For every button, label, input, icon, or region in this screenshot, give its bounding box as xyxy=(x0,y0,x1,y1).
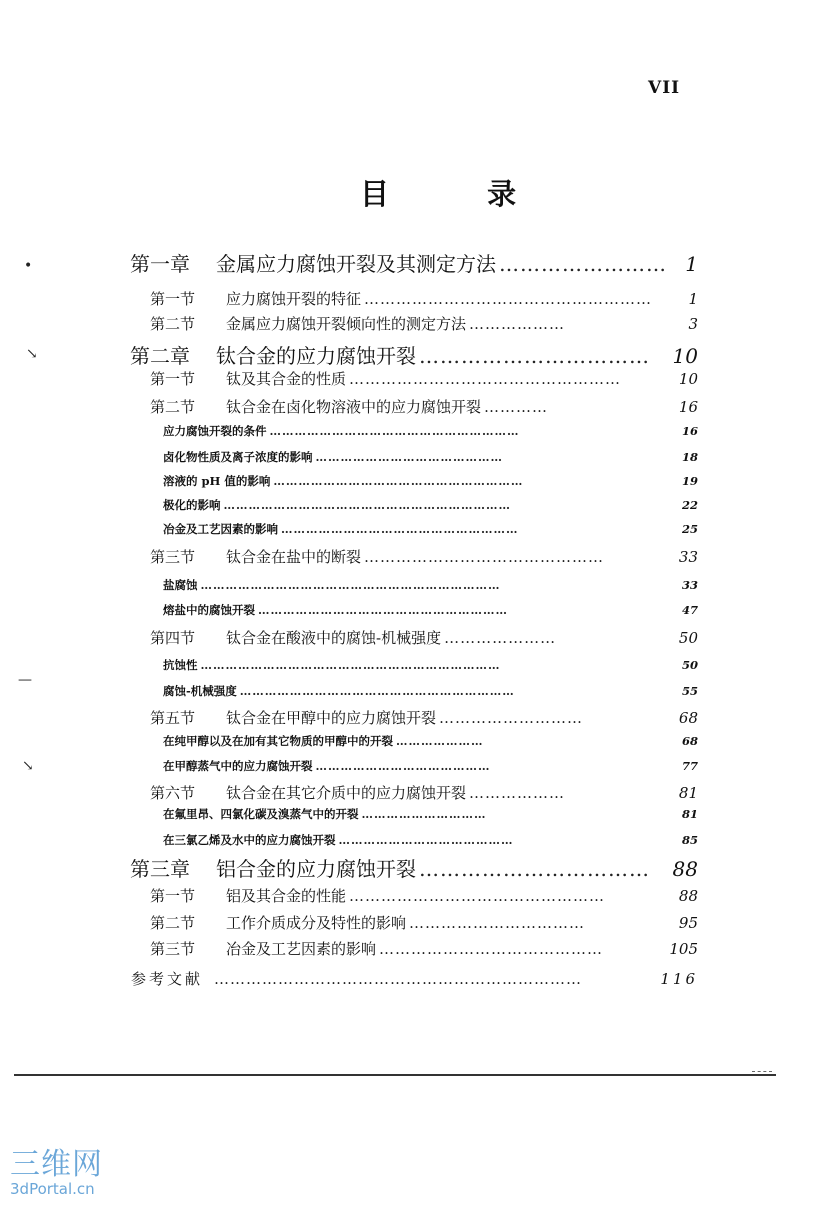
toc-entry-title: 熔盐中的腐蚀开裂 xyxy=(163,603,255,617)
toc-leader-dots: ……………………… xyxy=(439,709,584,727)
toc-entry-page: 105 xyxy=(669,940,698,958)
toc-entry-title: 工作介质成分及特性的影响 xyxy=(226,914,407,932)
toc-entry-page: 81 xyxy=(678,784,698,802)
toc-entry xyxy=(150,912,698,933)
toc-entry-title: 应力腐蚀开裂的特征 xyxy=(226,290,362,308)
toc-entry xyxy=(130,248,698,277)
toc-entry xyxy=(163,758,698,774)
toc-entry-page: 22 xyxy=(681,498,698,512)
toc-entry xyxy=(150,396,698,417)
toc-entry-page: 1 xyxy=(688,290,698,308)
toc-leader-dots: ……………… xyxy=(469,784,566,802)
toc-entry-number: 第一节 xyxy=(150,290,196,308)
toc-entry-title: 盐腐蚀 xyxy=(163,578,198,592)
toc-entry-number: 第二节 xyxy=(150,315,196,333)
toc-entry xyxy=(163,806,698,822)
toc-entry xyxy=(150,938,698,959)
toc-entry-number: 第四节 xyxy=(150,629,196,647)
toc-entry-page: 116 xyxy=(660,970,698,988)
toc-entry-page: 55 xyxy=(681,684,698,698)
divider-line xyxy=(14,1074,776,1076)
toc-entry-page: 19 xyxy=(681,474,698,488)
toc-entry xyxy=(163,521,698,537)
toc-leader-dots: ………………………… xyxy=(361,807,487,821)
toc-entry-number: 第二节 xyxy=(150,398,196,416)
toc-entry-number: 第一章 xyxy=(130,252,190,276)
toc-entry xyxy=(150,368,698,389)
toc-entry-title: 极化的影响 xyxy=(163,498,221,512)
watermark-cn: 三维网 xyxy=(10,1147,103,1182)
watermark-logo xyxy=(10,1147,103,1198)
toc-leader-dots: ……………………………………………………………… xyxy=(200,658,501,672)
toc-entry-page: 85 xyxy=(681,833,698,847)
toc-leader-dots: …………………………………………………… xyxy=(273,474,524,488)
toc-entry-title: 卤化物性质及离子浓度的影响 xyxy=(163,450,313,464)
toc-entry-page: 88 xyxy=(678,887,698,905)
toc-entry-page: 81 xyxy=(681,807,698,821)
toc-entry xyxy=(150,885,698,906)
toc-entry-page: 10 xyxy=(672,344,698,368)
toc-leader-dots: …………………………………………………………… xyxy=(214,970,583,988)
toc-entry-title: 应力腐蚀开裂的条件 xyxy=(163,424,267,438)
toc-entry-title: 冶金及工艺因素的影响 xyxy=(226,940,377,958)
toc-leader-dots: …………………………… xyxy=(409,914,586,932)
toc-entry-title: 在氟里昂、四氯化碳及溴蒸气中的开裂 xyxy=(163,807,359,821)
toc-entry-page: 88 xyxy=(672,857,698,881)
toc-entry-title: 铝及其合金的性能 xyxy=(226,887,347,905)
toc-entry xyxy=(150,313,698,334)
toc-leader-dots: ………… xyxy=(484,398,549,416)
toc-entry-page: 18 xyxy=(681,450,698,464)
toc-entry-title: 铝合金的应力腐蚀开裂 xyxy=(216,857,416,881)
toc-entry-title: 腐蚀-机械强度 xyxy=(163,684,237,698)
toc-entry xyxy=(163,577,698,593)
toc-leader-dots: ………………… xyxy=(444,629,557,647)
toc-entry xyxy=(163,423,698,439)
toc-leader-dots: …………………………………………………… xyxy=(258,603,508,617)
toc-entry-page: 77 xyxy=(681,759,698,773)
toc-entry xyxy=(130,340,698,369)
toc-entry-page: 33 xyxy=(681,578,698,592)
toc-leader-dots: …………………………… xyxy=(419,857,650,881)
scan-mark: ↘ xyxy=(22,758,34,774)
toc-entry-page: 50 xyxy=(681,658,698,672)
toc-entry xyxy=(130,853,698,882)
toc-entry-number: 第一节 xyxy=(150,370,196,388)
toc-entry xyxy=(163,602,698,618)
toc-entry-title: 钛合金的应力腐蚀开裂 xyxy=(216,344,416,368)
toc-entry xyxy=(163,449,698,465)
toc-entry xyxy=(150,707,698,728)
toc-leader-dots: ………………… xyxy=(396,734,484,748)
toc-entry xyxy=(163,657,698,673)
toc-entry-page: 95 xyxy=(678,914,698,932)
toc-entry-title: 在三氯乙烯及水中的应力腐蚀开裂 xyxy=(163,833,336,847)
toc-entry-title: 溶液的 pH 值的影响 xyxy=(163,474,271,488)
toc-entry xyxy=(163,497,698,513)
toc-entry-page: 25 xyxy=(681,522,698,536)
toc-entry-page: 68 xyxy=(681,734,698,748)
toc-entry-number: 第二节 xyxy=(150,914,196,932)
toc-entry-title: 金属应力腐蚀开裂倾向性的测定方法 xyxy=(226,315,467,333)
toc-entry-title: 在纯甲醇以及在加有其它物质的甲醇中的开裂 xyxy=(163,734,393,748)
toc-leader-dots: ………………………………………… xyxy=(349,887,606,905)
toc-entry-number: 第五节 xyxy=(150,709,196,727)
toc-entry-title: 冶金及工艺因素的影响 xyxy=(163,522,278,536)
toc-leader-dots: …………………………… xyxy=(419,344,650,368)
toc-entry-number: 第三节 xyxy=(150,548,196,566)
toc-leader-dots: …………………………………………………………… xyxy=(223,498,511,512)
toc-entry-title: 在甲醇蒸气中的应力腐蚀开裂 xyxy=(163,759,313,773)
toc-entry xyxy=(150,782,698,803)
toc-entry-number: 第六节 xyxy=(150,784,196,802)
toc-entry-title: 参考文献 xyxy=(131,970,204,988)
toc-entry-number: 第三章 xyxy=(130,857,190,881)
toc-leader-dots: …………………………………… xyxy=(338,833,514,847)
toc-entry-title: 金属应力腐蚀开裂及其测定方法 xyxy=(216,252,496,276)
toc-entry-page: 1 xyxy=(685,252,698,276)
toc-leader-dots: ………………………………………………… xyxy=(281,522,519,536)
toc-leader-dots: …………………………………………… xyxy=(349,370,622,388)
toc-entry-page: 3 xyxy=(688,315,698,333)
page-title: 目 录 xyxy=(360,177,561,211)
toc-leader-dots: ……………………………………………………………… xyxy=(200,578,501,592)
scan-mark: ↘ xyxy=(26,346,38,362)
toc-entry-page: 16 xyxy=(678,398,698,416)
divider-dash xyxy=(752,1071,772,1073)
page-number: VII xyxy=(648,78,681,98)
toc-entry-page: 50 xyxy=(678,629,698,647)
toc-entry xyxy=(150,546,698,567)
scan-mark: — xyxy=(18,672,32,688)
toc-entry-number: 第二章 xyxy=(130,344,190,368)
toc-leader-dots: …………………… xyxy=(499,252,667,276)
toc-entry-title: 钛合金在甲醇中的应力腐蚀开裂 xyxy=(226,709,437,727)
toc-entry-title: 钛合金在卤化物溶液中的应力腐蚀开裂 xyxy=(226,398,482,416)
toc-leader-dots: ……………… xyxy=(469,315,566,333)
toc-entry-title: 钛合金在其它介质中的应力腐蚀开裂 xyxy=(226,784,467,802)
toc-entry-page: 68 xyxy=(678,709,698,727)
toc-entry-title: 钛及其合金的性质 xyxy=(226,370,347,388)
scan-mark: • xyxy=(24,258,33,274)
toc-entry-title: 抗蚀性 xyxy=(163,658,198,672)
toc-entry-title: 钛合金在盐中的断裂 xyxy=(226,548,362,566)
toc-entry-page: 10 xyxy=(678,370,698,388)
toc-leader-dots: …………………………………… xyxy=(379,940,604,958)
toc-entry xyxy=(131,968,698,989)
toc-leader-dots: …………………………………… xyxy=(315,759,491,773)
toc-entry-page: 33 xyxy=(678,548,698,566)
toc-entry-number: 第三节 xyxy=(150,940,196,958)
toc-leader-dots: ……………………………………… xyxy=(315,450,503,464)
toc-entry xyxy=(150,288,698,309)
toc-leader-dots: …………………………………………………… xyxy=(269,424,520,438)
toc-entry xyxy=(163,832,698,848)
toc-entry-number: 第一节 xyxy=(150,887,196,905)
toc-leader-dots: ……………………………………………… xyxy=(364,290,653,308)
toc-entry xyxy=(163,473,698,489)
toc-entry-page: 47 xyxy=(681,603,698,617)
toc-leader-dots: ……………………………………… xyxy=(364,548,605,566)
toc-entry-page: 16 xyxy=(681,424,698,438)
toc-entry-title: 钛合金在酸液中的腐蚀-机械强度 xyxy=(226,629,442,647)
toc-entry xyxy=(163,733,698,749)
toc-entry xyxy=(150,627,698,648)
toc-entry xyxy=(163,683,698,699)
toc-leader-dots: ………………………………………………………… xyxy=(239,684,515,698)
watermark-en: 3dPortal.cn xyxy=(10,1180,95,1198)
